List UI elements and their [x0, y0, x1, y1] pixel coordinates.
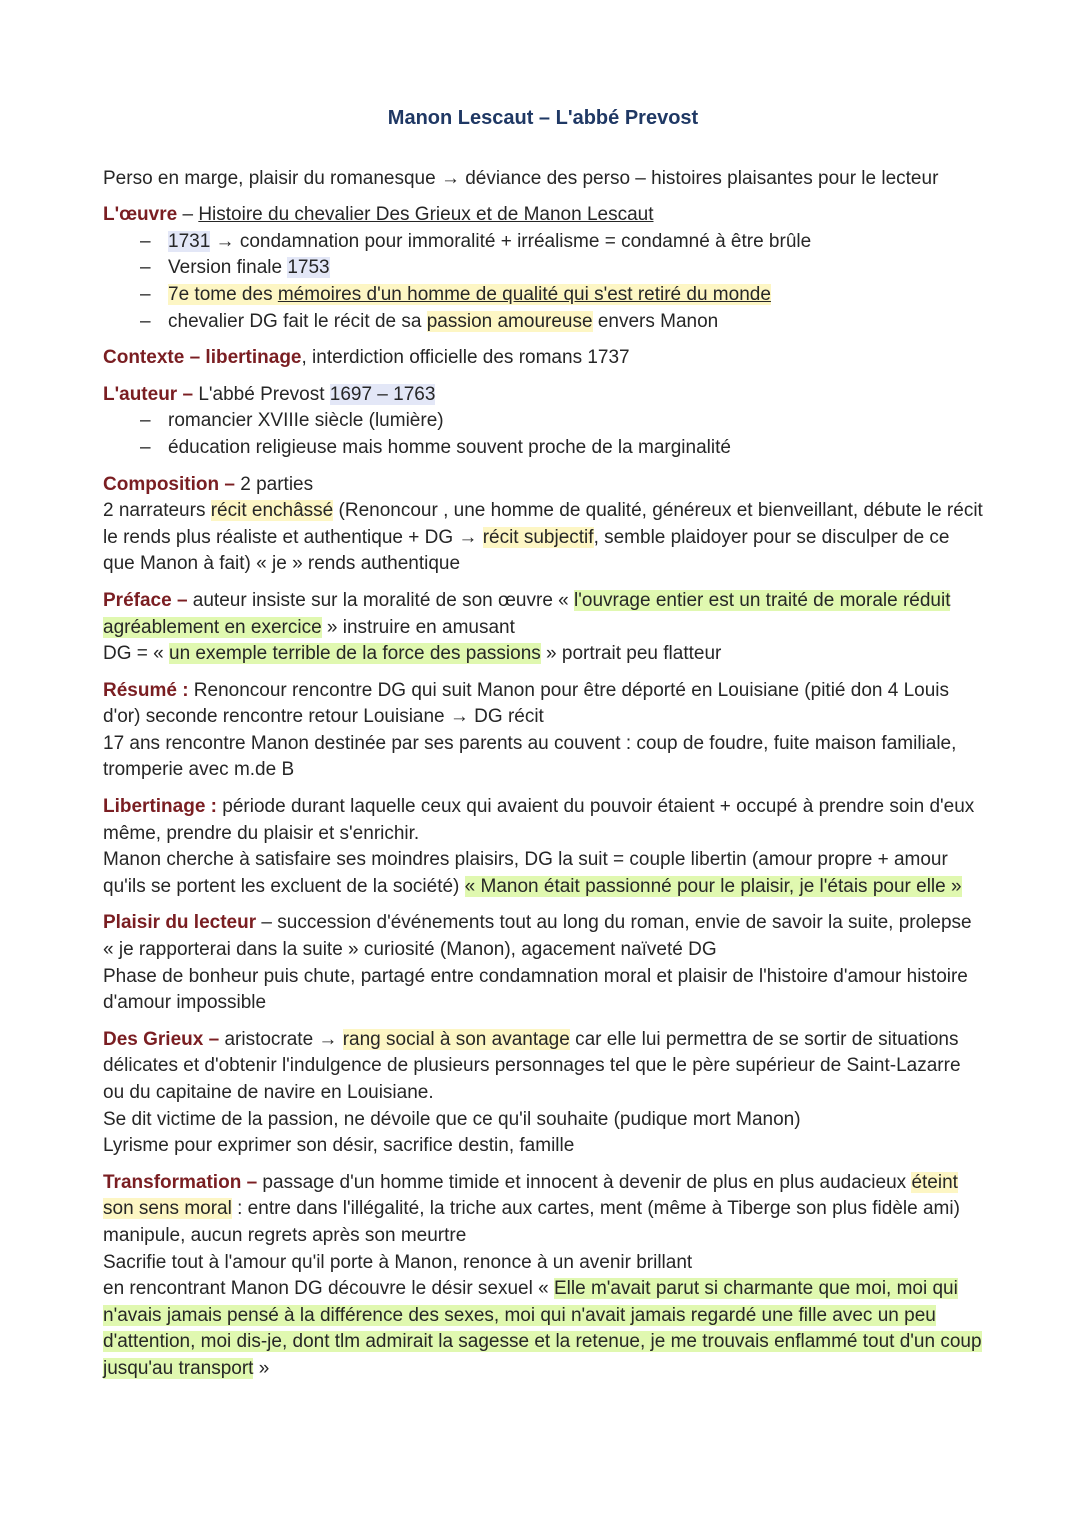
list-item [103, 229, 983, 256]
section-transformation [103, 1170, 983, 1383]
oeuvre-year-1753: 1753 [287, 257, 330, 279]
list-item: – romancier XVIIIe siècle (lumière) [103, 408, 983, 435]
composition-l2-post: , semble plaidoyer pour se disculper de ce que Manon à fait) « je » rends authentique [103, 526, 950, 575]
composition-recit-enchasse: récit enchâssé [210, 500, 334, 522]
preface-quote-2: un exemple terrible de la force des passions [169, 643, 541, 665]
libertinage-text-2: Manon cherche à satisfaire ses moindres plaisirs, DG la suit = couple libertin (amour propre + amour qu'ils se portent les excluent de la société) [103, 849, 948, 897]
contexte-heading: Contexte – libertinage [103, 347, 302, 369]
composition-recit-subjectif: récit subjectif [482, 526, 594, 548]
oeuvre-title: Histoire du chevalier Des Grieux et de Manon Lescaut [198, 204, 654, 226]
preface-heading: Préface – [103, 589, 188, 611]
desgrieux-heading: Des Grieux – [103, 1028, 220, 1050]
oeuvre-bullet-3-title: mémoires d'un homme de qualité qui s'est retiré du monde [277, 283, 771, 305]
composition-l1-post: (Renoncour , une homme de qualité, généreux et bienveillant, débute le récit le rends plus réaliste et authentique + DG → [103, 500, 983, 548]
list-item [103, 309, 983, 336]
preface-post: » instruire en amusant [321, 616, 515, 638]
section-composition [103, 472, 983, 578]
oeuvre-bullet-4-post: envers Manon [592, 310, 719, 332]
composition-text: 2 parties [234, 473, 314, 495]
libertinage-quote: « Manon était passionné pour le plaisir, je l'étais pour elle » [464, 875, 962, 897]
list-item [103, 282, 983, 309]
section-plaisir [103, 910, 983, 1016]
transformation-heading: Transformation – [103, 1171, 258, 1193]
preface-l2-post: » portrait peu flatteur [540, 643, 722, 665]
section-des-grieux [103, 1027, 983, 1160]
oeuvre-separator: – [177, 204, 199, 226]
list-item: – éducation religieuse mais homme souvent proche de la marginalité [103, 435, 983, 462]
plaisir-text: – succession d'événements tout au long du roman, envie de savoir la suite, prolepse « je rapporterai dans la suite » curiosité (Manon), agacement naïveté DG [103, 912, 972, 961]
resume-heading: Résumé : [103, 679, 189, 701]
plaisir-text-2: Phase de bonheur puis chute, partagé entre condamnation moral et plaisir de l'histoire d'amour histoire d'amour impossible [103, 965, 968, 1014]
oeuvre-bullet-4-highlight: passion amoureuse [426, 310, 593, 332]
preface-l2-pre: DG = « [103, 643, 169, 665]
section-oeuvre [103, 202, 983, 335]
desgrieux-pre: aristocrate → [219, 1028, 343, 1050]
desgrieux-text-2: Se dit victime de la passion, ne dévoile que ce qu'il souhaite (pudique mort Manon) [103, 1108, 801, 1130]
auteur-heading: L'auteur – [103, 383, 194, 405]
composition-l1-pre: 2 narrateurs [103, 500, 211, 522]
libertinage-text: période durant laquelle ceux qui avaient du pouvoir étaient + occupé à prendre soin d'eux même, prendre du plaisir et s'enrichir. [103, 796, 975, 844]
resume-text-2: 17 ans rencontre Manon destinée par ses parents au couvent : coup de foudre, fuite maison familiale, tromperie avec m.de B [103, 732, 957, 781]
auteur-list [103, 408, 983, 461]
oeuvre-year-1731: 1731 [168, 230, 211, 252]
intro-line: Perso en marge, plaisir du romanesque → déviance des perso – histoires plaisantes pour le lecteur [103, 167, 939, 189]
section-resume [103, 678, 983, 784]
desgrieux-highlight: rang social à son avantage [342, 1028, 570, 1050]
oeuvre-list [103, 229, 983, 335]
auteur-dates: 1697 – 1763 [329, 383, 436, 405]
preface-quote: l'ouvrage entier est un traité de morale réduit agréablement en exercice [103, 589, 951, 638]
section-preface [103, 588, 983, 668]
section-auteur [103, 382, 983, 462]
composition-heading: Composition – [103, 473, 235, 495]
document-title: Manon Lescaut – L'abbé Prevost [387, 107, 699, 129]
document-page [103, 105, 983, 1383]
preface-pre: auteur insiste sur la moralité de son œuvre « [187, 589, 575, 611]
oeuvre-bullet-1-text: → condamnation pour immoralité + irréalisme = condamné à être brûle [210, 230, 812, 252]
transformation-text-2: Sacrifie tout à l'amour qu'il porte à Manon, renonce à un avenir brillant [103, 1251, 693, 1273]
transformation-pre: passage d'un homme timide et innocent à devenir de plus en plus audacieux [257, 1171, 912, 1193]
section-libertinage [103, 794, 983, 900]
list-item [103, 255, 983, 282]
oeuvre-bullet-4-pre: chevalier DG fait le récit de sa [168, 310, 427, 332]
oeuvre-heading: L'œuvre [103, 204, 178, 226]
transformation-text-3-post: » [253, 1357, 270, 1379]
libertinage-heading: Libertinage : [103, 796, 218, 818]
oeuvre-bullet-2-text: Version finale [168, 257, 288, 279]
auteur-text: L'abbé Prevost [193, 383, 330, 405]
transformation-quote: Elle m'avait parut si charmante que moi, moi qui n'avais jamais pensé à la différence des sexes, moi qui n'avait jamais regardé une fille avec un peu d'attention, moi dis-je, dont tlm admirait la sagesse et la retenue, je me trouvais enflammé tout d'un coup jusqu'au transport [103, 1278, 982, 1379]
plaisir-heading: Plaisir du lecteur [103, 912, 257, 934]
transformation-text-3-pre: en rencontrant Manon DG découvre le désir sexuel « [103, 1278, 554, 1300]
resume-text: Renoncour rencontre DG qui suit Manon pour être déporté en Louisiane (pitié don 4 Louis d'or) seconde rencontre retour Louisiane → DG récit [103, 679, 950, 728]
section-contexte [103, 345, 983, 372]
desgrieux-post: car elle lui permettra de se sortir de situations délicates et d'obtenir l'indulgence de plusieurs personnages tel que le père supérieur de Saint-Lazarre ou du capitaine de navire en Louisiane. [103, 1028, 961, 1103]
transformation-post: : entre dans l'illégalité, la triche aux cartes, ment (même à Tiberge son plus fidèle ami) manipule, aucun regrets après son meurtre [103, 1198, 960, 1246]
oeuvre-bullet-3-pre: 7e tome des [168, 283, 278, 305]
contexte-text: , interdiction officielle des romans 1737 [301, 347, 630, 369]
transformation-highlight: éteint son sens moral [103, 1171, 958, 1220]
desgrieux-text-3: Lyrisme pour exprimer son désir, sacrifice destin, famille [103, 1135, 575, 1157]
